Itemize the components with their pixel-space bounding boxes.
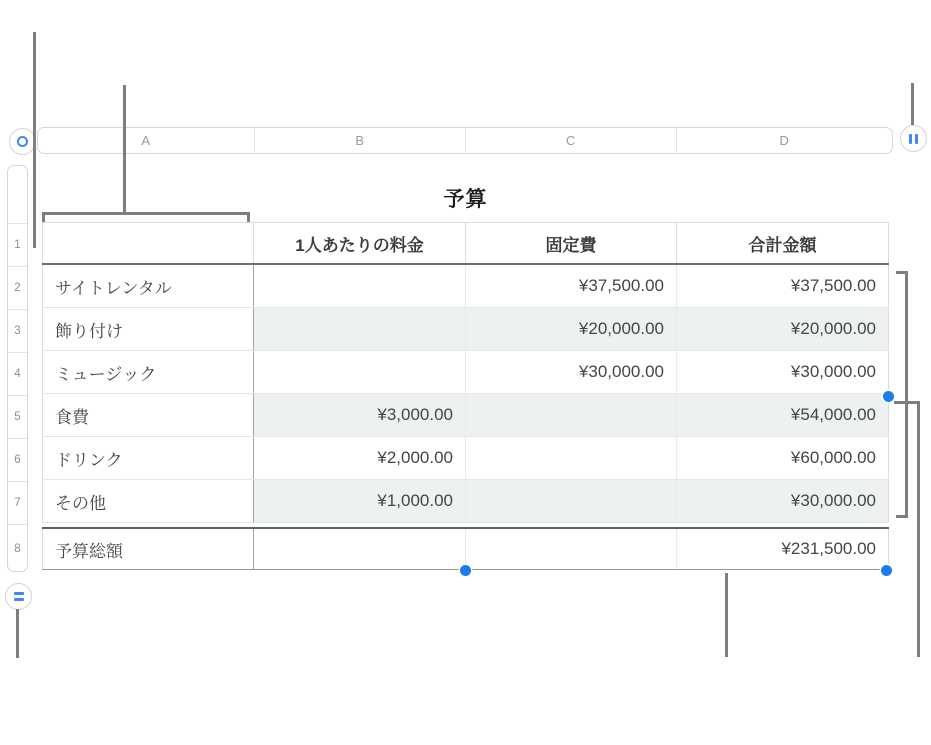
body-cell-r2-per_person[interactable] bbox=[254, 265, 466, 307]
footer-cell-fixed_cost[interactable] bbox=[466, 529, 677, 569]
row-number-8[interactable]: 8 bbox=[8, 524, 27, 572]
body-cell-r5-total[interactable]: ¥54,000.00 bbox=[677, 394, 889, 436]
table-title[interactable]: 予算 bbox=[443, 188, 488, 211]
body-cell-r7-fixed_cost[interactable] bbox=[466, 480, 677, 522]
row-gutter-title-area bbox=[8, 166, 27, 223]
budget-table bbox=[42, 222, 889, 561]
callout-bracket-header-cell bbox=[42, 212, 250, 222]
callout-bracket-body-rows bbox=[896, 271, 908, 518]
body-cell-r6-fixed_cost[interactable] bbox=[466, 437, 677, 479]
resize-handle-bottom-right[interactable] bbox=[881, 565, 892, 576]
column-header-A[interactable]: A bbox=[141, 133, 151, 148]
body-cell-r3-fixed_cost[interactable]: ¥20,000.00 bbox=[466, 308, 677, 350]
body-cell-r3-per_person[interactable] bbox=[254, 308, 466, 350]
add-row-bars-icon bbox=[14, 592, 24, 601]
resize-handle-right-middle[interactable] bbox=[883, 391, 894, 402]
add-column-handle[interactable] bbox=[900, 125, 927, 152]
table-row bbox=[42, 265, 889, 308]
header-cell-total[interactable]: 合計金額 bbox=[677, 223, 889, 263]
callout-line-right-resize-handle bbox=[917, 401, 920, 657]
footer-cell-per_person[interactable] bbox=[254, 529, 466, 569]
row-number-3[interactable]: 3 bbox=[8, 309, 27, 352]
body-cell-r2-label[interactable]: サイトレンタル bbox=[42, 265, 254, 307]
footer-cell-total[interactable]: ¥231,500.00 bbox=[677, 529, 889, 569]
body-cell-r6-label[interactable]: ドリンク bbox=[42, 437, 254, 479]
header-cell-label[interactable] bbox=[42, 223, 254, 263]
body-cell-r4-fixed_cost[interactable]: ¥30,000.00 bbox=[466, 351, 677, 393]
body-cell-r5-fixed_cost[interactable] bbox=[466, 394, 677, 436]
table-footer-row bbox=[42, 527, 889, 570]
header-cell-per_person[interactable]: 1人あたりの料金 bbox=[254, 223, 466, 263]
column-header-B[interactable]: B bbox=[254, 128, 466, 153]
table-body bbox=[42, 265, 889, 523]
body-cell-r7-total[interactable]: ¥30,000.00 bbox=[677, 480, 889, 522]
body-cell-r4-per_person[interactable] bbox=[254, 351, 466, 393]
table-row bbox=[42, 480, 889, 523]
body-cell-r5-label[interactable]: 食費 bbox=[42, 394, 254, 436]
table-row bbox=[42, 351, 889, 394]
row-number-2[interactable]: 2 bbox=[8, 266, 27, 309]
row-number-1[interactable]: 1 bbox=[8, 223, 27, 266]
add-column-bars-icon bbox=[909, 134, 918, 144]
resize-handle-bottom-center[interactable] bbox=[460, 565, 471, 576]
body-cell-r6-per_person[interactable]: ¥2,000.00 bbox=[254, 437, 466, 479]
table-handle-ring-icon bbox=[17, 136, 28, 147]
column-header-D[interactable]: D bbox=[676, 128, 893, 153]
row-number-4[interactable]: 4 bbox=[8, 352, 27, 395]
body-cell-r5-per_person[interactable]: ¥3,000.00 bbox=[254, 394, 466, 436]
column-header-bar bbox=[37, 127, 893, 154]
body-cell-r6-total[interactable]: ¥60,000.00 bbox=[677, 437, 889, 479]
header-cell-fixed_cost[interactable]: 固定費 bbox=[466, 223, 677, 263]
row-number-5[interactable]: 5 bbox=[8, 395, 27, 438]
callout-line-header-column bbox=[123, 85, 126, 213]
body-cell-r4-total[interactable]: ¥30,000.00 bbox=[677, 351, 889, 393]
body-cell-r7-label[interactable]: その他 bbox=[42, 480, 254, 522]
footer-cell-label[interactable]: 予算総額 bbox=[42, 529, 254, 569]
table-row bbox=[42, 394, 889, 437]
table-row bbox=[42, 308, 889, 351]
column-header-C[interactable]: C bbox=[465, 128, 676, 153]
row-number-gutter bbox=[7, 165, 28, 572]
callout-line-table-edge bbox=[33, 32, 36, 248]
add-row-handle[interactable] bbox=[5, 583, 32, 610]
callout-line-add-row-handle bbox=[16, 609, 19, 658]
callout-line-add-column-handle bbox=[911, 83, 914, 125]
table-row bbox=[42, 437, 889, 480]
table-handle-button[interactable] bbox=[9, 128, 36, 155]
row-number-6[interactable]: 6 bbox=[8, 438, 27, 481]
body-cell-r3-total[interactable]: ¥20,000.00 bbox=[677, 308, 889, 350]
body-cell-r7-per_person[interactable]: ¥1,000.00 bbox=[254, 480, 466, 522]
body-cell-r2-total[interactable]: ¥37,500.00 bbox=[677, 265, 889, 307]
table-header-row bbox=[42, 222, 889, 265]
callout-line-table-bottom-edge bbox=[725, 573, 728, 657]
body-cell-r3-label[interactable]: 飾り付け bbox=[42, 308, 254, 350]
body-cell-r4-label[interactable]: ミュージック bbox=[42, 351, 254, 393]
body-cell-r2-fixed_cost[interactable]: ¥37,500.00 bbox=[466, 265, 677, 307]
row-number-7[interactable]: 7 bbox=[8, 481, 27, 524]
